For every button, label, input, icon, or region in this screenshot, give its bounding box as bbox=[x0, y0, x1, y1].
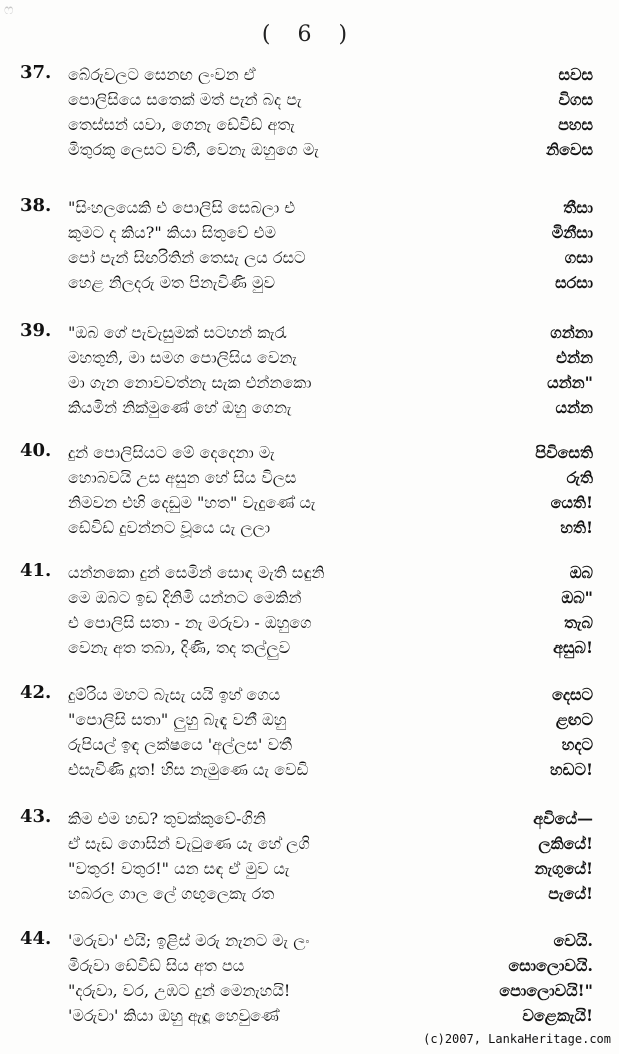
line-rhyme: පිවිසෙති bbox=[535, 443, 593, 462]
line-rhyme: ලකියේ! bbox=[538, 834, 593, 853]
poem-line bbox=[0, 757, 619, 782]
line-text: මිරුවා ඩේවිඩ් සිය අත පය bbox=[68, 956, 245, 975]
line-text: මෙ ඔබට ඉඩ දිනිමි යන්නට මෙකින් bbox=[68, 588, 302, 607]
line-text: තෙස්සන් යවා, ගෙනැ ඩේවිඩ් අතැ bbox=[68, 115, 295, 134]
verse-number: 44. bbox=[20, 928, 52, 949]
line-text: හෙළ නිලදරු මත පිනැවිණි මුව bbox=[68, 273, 275, 292]
line-text: ඒ සැඩ ගොසින් වැටුණෙ යැ හේ ලගි bbox=[68, 834, 310, 853]
poem-line bbox=[0, 928, 619, 953]
poem-line bbox=[0, 345, 619, 370]
line-rhyme: සොලොවයි. bbox=[508, 956, 593, 975]
poem-line bbox=[0, 1003, 619, 1028]
line-text: එ පොලිසි සතා - නැ මරුවා - ඔහුගෙ bbox=[68, 613, 312, 632]
poem-line bbox=[0, 370, 619, 395]
line-text: මහතුනි, මා සමග පොලිසිය වෙනැ bbox=[68, 348, 297, 367]
line-text: රුපියල් ඉඳ ලක්ෂයෙ 'අල්ලස' වතී bbox=[68, 735, 292, 754]
verse bbox=[0, 806, 619, 906]
poem-line bbox=[0, 440, 619, 465]
line-rhyme: හඩට! bbox=[550, 760, 593, 779]
poem-line bbox=[0, 112, 619, 137]
line-text: කියමින් නික්මුණේ හේ ඔහු ගෙනැ bbox=[68, 398, 292, 417]
verse-number: 40. bbox=[20, 440, 52, 461]
line-rhyme: එන්න bbox=[556, 348, 593, 367]
poem-line bbox=[0, 881, 619, 906]
line-text: හොබවයි උස අසුන හේ සිය විලස bbox=[68, 468, 297, 487]
line-rhyme: විගස bbox=[558, 90, 593, 109]
line-text: හබරල ගාල ලේ ගඟුලෙකැ රත bbox=[68, 884, 275, 903]
line-rhyme: යන්න" bbox=[547, 373, 593, 392]
page-number: ( 6 ) bbox=[261, 22, 358, 47]
poem-line bbox=[0, 707, 619, 732]
line-rhyme: යන්න bbox=[555, 398, 593, 417]
verse-number: 43. bbox=[20, 806, 52, 827]
copyright-notice: (c)2007, LankaHeritage.com bbox=[423, 1032, 611, 1046]
verse bbox=[0, 560, 619, 660]
poem-line bbox=[0, 270, 619, 295]
verse bbox=[0, 195, 619, 295]
line-text: යන්නකො දුන් සෙමින් සොඳ මැති සඳුනි bbox=[68, 563, 325, 582]
poem-line bbox=[0, 732, 619, 757]
line-text: එසැවිණි දූත! හිස නැමුණෙ යැ වෙඩි bbox=[68, 760, 309, 779]
poem-line bbox=[0, 395, 619, 420]
verse-number: 37. bbox=[20, 62, 52, 83]
line-rhyme: තීසා bbox=[563, 198, 593, 217]
poem-line bbox=[0, 465, 619, 490]
line-rhyme: හදට bbox=[561, 735, 593, 754]
line-text: වෙනැ අත තබා, දිණි, තද තල්ලුව bbox=[68, 638, 291, 657]
poem-line bbox=[0, 953, 619, 978]
line-text: "දරුවා, වර, උඹට දුන් මෙනැහයි! bbox=[68, 981, 291, 1000]
verse bbox=[0, 440, 619, 540]
line-text: "ඔබ ගේ පැවැසුමක් සටහන් කැරැ bbox=[68, 323, 287, 342]
line-rhyme: වළෙකැයි! bbox=[522, 1006, 593, 1025]
line-rhyme: අසුබ! bbox=[553, 638, 593, 657]
line-text: "සිංහලයෙකි එ පොලිසි සෙබලා එ bbox=[68, 198, 296, 217]
poem-line bbox=[0, 137, 619, 162]
line-text: දුම්රිය මහට බැසැ යයි ඉහ් ගෙය bbox=[68, 685, 281, 704]
line-text: "පොලිසි සතා" ලුහු බැඳැ වනී ඔහු bbox=[68, 710, 287, 729]
line-rhyme: නැගුයේ! bbox=[534, 859, 593, 878]
line-rhyme: යෙති! bbox=[550, 493, 593, 512]
line-rhyme: පැයේ! bbox=[548, 884, 593, 903]
line-rhyme: පොලොවයි!" bbox=[499, 981, 593, 1000]
line-text: "වතුර! වතුර!" යන සඳ ඒ මුව යැ bbox=[68, 859, 290, 878]
line-text: බේරුවලට සෙනඟ ලංවන ඒ bbox=[68, 65, 256, 84]
poem-line bbox=[0, 515, 619, 540]
verse-number: 42. bbox=[20, 682, 52, 703]
verse-number: 39. bbox=[20, 320, 52, 341]
poem-line bbox=[0, 62, 619, 87]
poem-line bbox=[0, 806, 619, 831]
line-text: 'මරුවා' කියා ඔහු ඇඳූ හෙවුණේ bbox=[68, 1006, 279, 1025]
line-text: 'මරුවා' එයි; ඉළිස් මරු නැනට මැ ලං bbox=[68, 931, 310, 950]
poem-line bbox=[0, 610, 619, 635]
line-text: පෝ පැන් සිඟරිතින් තෙසැ ලය රසට bbox=[68, 248, 306, 267]
line-rhyme: දෙසට bbox=[551, 685, 593, 704]
poem-line bbox=[0, 831, 619, 856]
line-text: දුන් පොලිසියට මේ දෙදෙනා මැ bbox=[68, 443, 275, 462]
line-rhyme: ළඟට bbox=[555, 710, 593, 729]
poem-line bbox=[0, 220, 619, 245]
poem-line bbox=[0, 635, 619, 660]
poem-line bbox=[0, 320, 619, 345]
poem-line bbox=[0, 560, 619, 585]
verse-number: 38. bbox=[20, 195, 52, 216]
line-rhyme: ඔබ bbox=[569, 563, 593, 582]
verse bbox=[0, 62, 619, 162]
verse bbox=[0, 682, 619, 782]
poem-line bbox=[0, 490, 619, 515]
verse bbox=[0, 928, 619, 1028]
line-text: මිතුරකු ලෙසට වතී, වෙනැ ඔහුගෙ මැ bbox=[68, 140, 319, 159]
line-text: කිම එම හඩ? තුවක්කුවේ-ගිනි bbox=[68, 809, 266, 828]
poem-line bbox=[0, 195, 619, 220]
line-rhyme: සවස bbox=[558, 65, 593, 84]
line-text: ඩේවිඩ් දුවන්නට වූයෙ යැ ලලා bbox=[68, 518, 271, 537]
poem-line bbox=[0, 585, 619, 610]
poem-line bbox=[0, 856, 619, 881]
poem-line bbox=[0, 978, 619, 1003]
line-rhyme: ඔබ" bbox=[561, 588, 593, 607]
line-rhyme: වෙයි. bbox=[553, 931, 593, 950]
corner-mark: ෆ bbox=[4, 2, 14, 18]
line-rhyme: රුති bbox=[566, 468, 593, 487]
poem-line bbox=[0, 682, 619, 707]
line-rhyme: නිවෙස bbox=[546, 140, 593, 159]
line-text: මා ගැන නොවවත්නැ සැක එන්නකො bbox=[68, 373, 312, 392]
line-rhyme: ගසා bbox=[564, 248, 593, 267]
line-rhyme: හති! bbox=[560, 518, 593, 537]
verse bbox=[0, 320, 619, 420]
line-text: කුමට ද කිය?" කියා සිතුවේ එම bbox=[68, 223, 276, 242]
line-rhyme: තැබ bbox=[564, 613, 593, 632]
verse-number: 41. bbox=[20, 560, 52, 581]
line-rhyme: මිනීසා bbox=[551, 223, 593, 242]
line-text: පොලිසියෙ සතෙක් මත් පැන් බද පැ bbox=[68, 90, 302, 109]
line-rhyme: අවියේ— bbox=[533, 809, 593, 828]
poem-line bbox=[0, 245, 619, 270]
poem-line bbox=[0, 87, 619, 112]
line-text: නිමවන එහි දෙඩුම "හත" වැදුණේ යැ bbox=[68, 493, 316, 512]
line-rhyme: ගන්නා bbox=[550, 323, 593, 342]
line-rhyme: සරසා bbox=[555, 273, 593, 292]
line-rhyme: පහස bbox=[558, 115, 593, 134]
